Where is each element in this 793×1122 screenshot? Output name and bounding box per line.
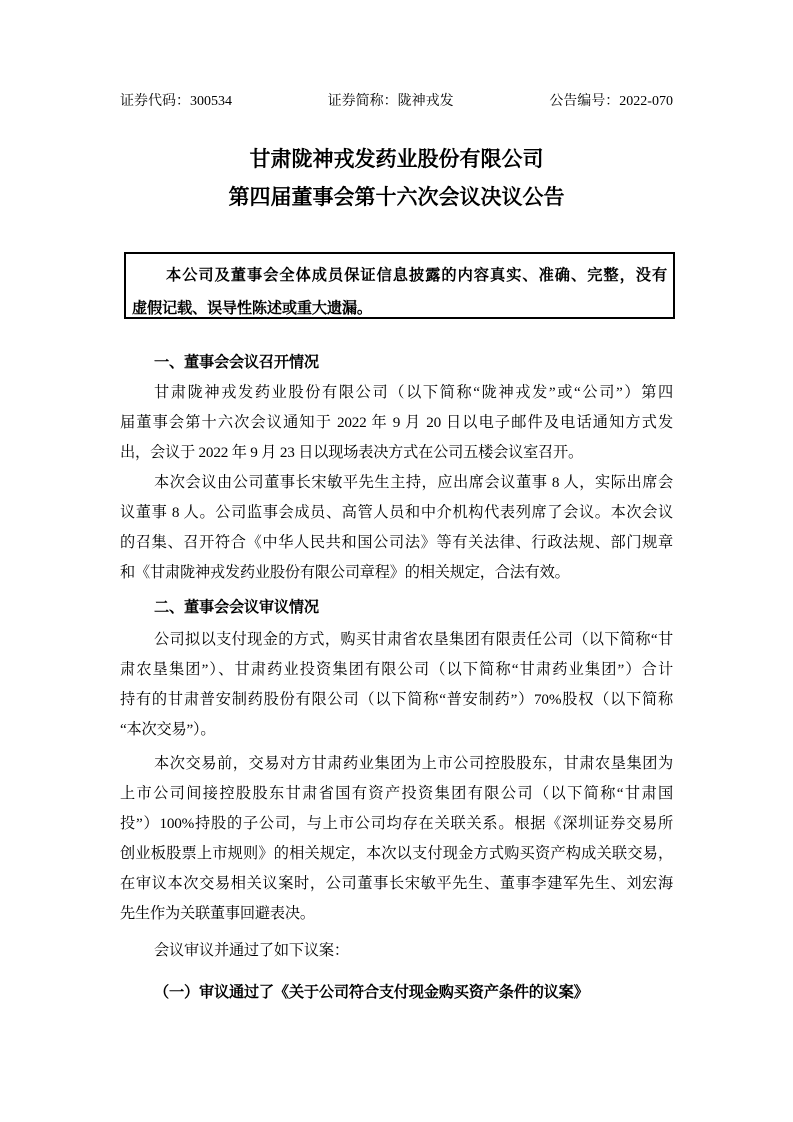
paragraph-transaction-plan: [120, 625, 673, 745]
paragraph-related-transaction: [120, 749, 673, 929]
notice-line: 本公司及董事会全体成员保证信息披露的内容真实、准确、完整，没有: [166, 267, 667, 284]
text-line: 肃农垦集团”）、甘肃药业投资集团有限公司（以下简称“甘肃药业集团”）合计: [120, 661, 673, 678]
text-line: 本次会议由公司董事长宋敏平先生主持，应出席会议董事 8 人，实际出席会: [154, 474, 673, 491]
paragraph-meeting-attendance: [120, 468, 673, 588]
company-name-title: 甘肃陇神戎发药业股份有限公司: [249, 147, 544, 171]
text-line: 和《甘肃陇神戎发药业股份有限公司章程》的相关规定，合法有效。: [120, 564, 570, 581]
text-line: 会议审议并通过了如下议案：: [154, 942, 349, 959]
text-line: 的召集、召开符合《中华人民共和国公司法》等有关法律、行政法规、部门规章: [120, 534, 673, 551]
resolution-item-1-heading: [120, 978, 673, 1008]
text-line: 出，会议于 2022 年 9 月 23 日以现场表决方式在公司五楼会议室召开。: [120, 444, 584, 461]
resolution-item-text: （一）审议通过了《关于公司符合支付现金购买资产条件的议案》: [154, 984, 589, 1001]
text-line: 创业板股票上市规则》的相关规定，本次以支付现金方式购买资产构成关联交易，: [120, 845, 673, 862]
section-heading-text: 一、董事会会议召开情况: [154, 354, 319, 371]
section-heading-text: 二、董事会会议审议情况: [154, 599, 319, 616]
text-line: 上市公司间接控股股东甘肃省国有资产投资集团有限公司（以下简称“甘肃国: [120, 785, 673, 802]
text-line: 届董事会第十六次会议通知于 2022 年 9 月 20 日以电子邮件及电话通知方式发: [120, 414, 673, 431]
text-line: 甘肃陇神戎发药业股份有限公司（以下简称“陇神戎发”或“公司”）第四: [154, 384, 673, 401]
notice-line: 虚假记载、误导性陈述或重大遗漏。: [132, 300, 372, 317]
document-header: [120, 93, 673, 110]
text-line: 公司拟以支付现金的方式，购买甘肃省农垦集团有限责任公司（以下简称“甘: [154, 631, 673, 648]
text-line: 持有的甘肃普安制药股份有限公司（以下简称“普安制药”）70%股权（以下简称: [120, 691, 673, 708]
stock-code-text: 证券代码：300534: [120, 94, 232, 109]
paragraph-meeting-convening: [120, 378, 673, 468]
section-2-heading: [120, 593, 673, 623]
text-line: 在审议本次交易相关议案时，公司董事长宋敏平先生、董事李建军先生、刘宏海: [120, 875, 673, 892]
announcement-number-text: 公告编号：2022-070: [549, 94, 673, 109]
meeting-resolution-title: 第四届董事会第十六次会议决议公告: [228, 185, 565, 209]
paragraph-proposals-intro: [120, 936, 673, 966]
text-line: 投”）100%持股的子公司，与上市公司均存在关联关系。根据《深圳证券交易所: [120, 815, 673, 832]
section-1-heading: [120, 348, 673, 378]
text-line: 本次交易前，交易对方甘肃药业集团为上市公司控股股东，甘肃农垦集团为: [154, 755, 673, 772]
disclosure-notice-box: [124, 252, 675, 319]
stock-short-name-text: 证券简称：陇神戎发: [327, 94, 454, 109]
text-line: “本次交易”）。: [120, 721, 216, 738]
text-line: 议董事 8 人。公司监事会成员、高管人员和中介机构代表列席了会议。本次会议: [120, 504, 673, 521]
text-line: 先生作为关联董事回避表决。: [120, 905, 315, 922]
